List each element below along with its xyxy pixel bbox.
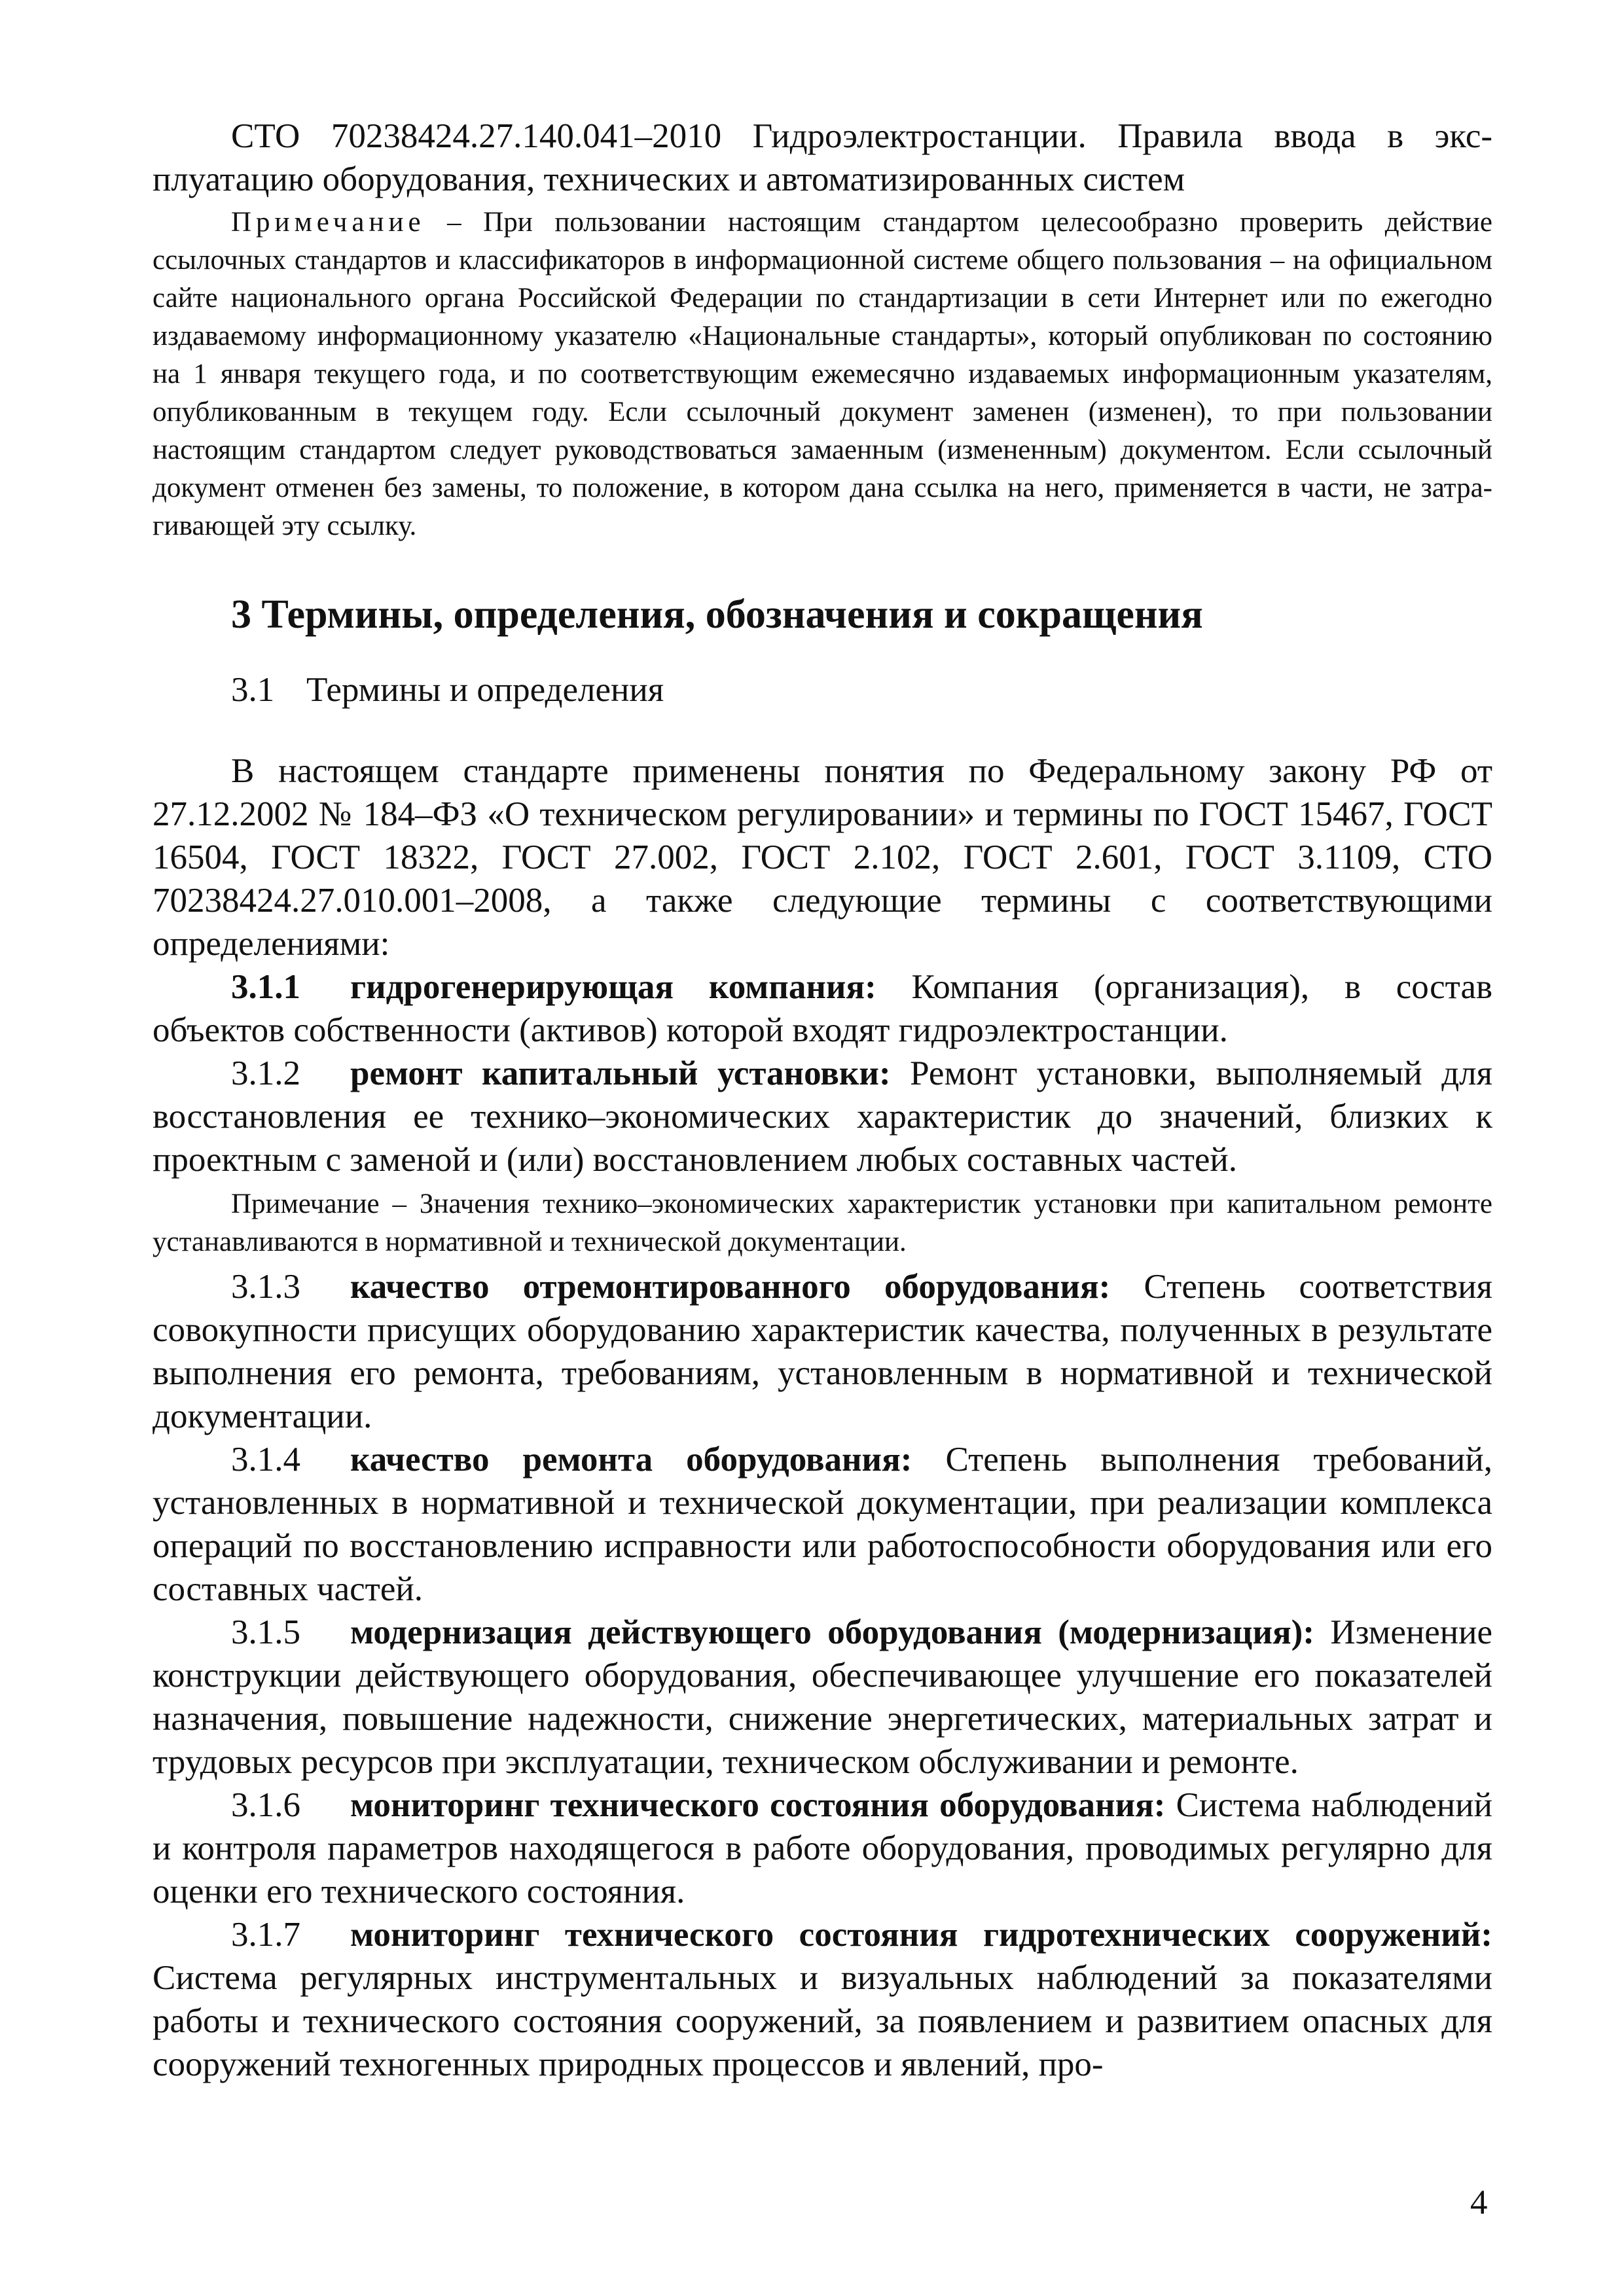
term-name: гидрогенерирующая компания: bbox=[350, 968, 876, 1006]
term-number: 3.1.5 bbox=[231, 1613, 300, 1651]
term-3-1-3 bbox=[153, 1265, 1492, 1438]
term-definition: Степень выполнения требований, установленных в нормативной и технической документации, при реализации комплекса операций по восстановлению исправности или работоспособности оборудования или его составных частей. bbox=[153, 1441, 1492, 1608]
term-name: мониторинг технического состояния гидротехнических сооружений: bbox=[350, 1916, 1492, 1954]
term-3-1-7 bbox=[153, 1913, 1492, 2086]
subsection-heading bbox=[153, 668, 1492, 711]
subsection-title: Термины и определения bbox=[306, 671, 664, 709]
term-3-1-2 bbox=[153, 1052, 1492, 1181]
term-name: ремонт капитальный установки: bbox=[350, 1054, 891, 1092]
reference-paragraph: СТО 70238424.27.140.041–2010 Гидроэлектростанции. Правила ввода в эксплуатацию оборудования, технических и автоматизированных систем bbox=[153, 117, 1492, 198]
section-heading: 3 Термины, определения, обозначения и сокращения bbox=[231, 592, 1203, 637]
term-number: 3.1.3 bbox=[231, 1268, 300, 1306]
intro-paragraph: В настоящем стандарте применены понятия по Федеральному закону РФ от 27.12.2002 № 184–ФЗ «О техническом регулировании» и термины по ГОСТ 15467, ГОСТ 16504, ГОСТ 18322, ГОСТ 27.002, ГОСТ 2.102, ГОСТ 2.601, ГОСТ 3.1109, СТО 70238424.27.010.001–2008, а также следующие термины с соответствующими определениями: bbox=[153, 752, 1492, 963]
term-definition: Система регулярных инструментальных и визуальных наблюдений за показателями работы и технического состояния сооружений, за появлением и развитием опасных для сооружений техногенных природных процессов и явлений, про- bbox=[153, 1959, 1492, 2083]
term-name: модернизация действующего оборудования (модернизация): bbox=[350, 1613, 1314, 1651]
term-name: качество ремонта оборудования: bbox=[350, 1441, 912, 1479]
note-text: – При пользовании настоящим стандартом целесообразно проверить действие ссылочных стандартов и классификаторов в информационной системе общего пользования – на официальном сайте национального органа Российской Федерации по стандартизации в сети Интернет или по ежегодно издаваемому информационному указателю «Национальные стандарты», который опубликован по состоянию на 1 января текущего года, и по соответствующим ежемесячно издаваемых информационным указателям, опубликованным в текущем году. Если ссылочный документ заменен (изменен), то при пользовании настоящим стандартом следует руководствоваться замаенным (измененным) документом. Если ссылочный документ отменен без замены, то положение, в котором дана ссылка на него, применяется в части, не затрагивающей эту ссылку. bbox=[153, 207, 1492, 541]
term-3-1-1 bbox=[153, 965, 1492, 1052]
term-number: 3.1.7 bbox=[231, 1916, 300, 1954]
page-number: 4 bbox=[1470, 2183, 1488, 2221]
note-paragraph bbox=[153, 204, 1492, 545]
term-number: 3.1.4 bbox=[231, 1441, 300, 1479]
term-name: мониторинг технического состояния оборудования: bbox=[350, 1786, 1166, 1824]
term-definition: Ремонт установки, выполняемый для восстановления ее технико–экономических характеристик до значений, близких к проектным с заменой и (или) восстановлением любых составных частей. bbox=[153, 1054, 1492, 1179]
note-capital-repair: Примечание – Значения технико–экономических характеристик установки при капитальном ремонте устанавливаются в нормативной и технической документации. bbox=[153, 1189, 1492, 1257]
term-definition: Компания (организация), в состав объектов собственности (активов) которой входят гидроэлектростанции. bbox=[153, 968, 1492, 1049]
term-definition: Система наблюдений и контроля параметров находящегося в работе оборудования, проводимых регулярно для оценки его технического состояния. bbox=[153, 1786, 1493, 1910]
term-number: 3.1.6 bbox=[231, 1786, 300, 1824]
term-number: 3.1.2 bbox=[231, 1054, 300, 1092]
subsection-number: 3.1 bbox=[231, 671, 275, 709]
term-3-1-5 bbox=[153, 1611, 1492, 1784]
page-content bbox=[153, 115, 1492, 2086]
note-label: Примечание bbox=[231, 207, 425, 238]
term-definition: Изменение конструкции действующего оборудования, обеспечивающее улучшение его показателей назначения, повышение надежности, снижение энергетических, материальных затрат и трудовых ресурсов при эксплуатации, техническом обслуживании и ремонте. bbox=[153, 1613, 1492, 1781]
term-definition: Степень соответствия совокупности присущих оборудованию характеристик качества, полученных в результате выполнения его ремонта, требованиям, установленным в нормативной и технической документации. bbox=[153, 1268, 1492, 1435]
term-3-1-4 bbox=[153, 1438, 1492, 1611]
term-name: качество отремонтированного оборудования: bbox=[350, 1268, 1111, 1306]
term-number: 3.1.1 bbox=[231, 968, 300, 1006]
term-3-1-6 bbox=[153, 1784, 1492, 1913]
